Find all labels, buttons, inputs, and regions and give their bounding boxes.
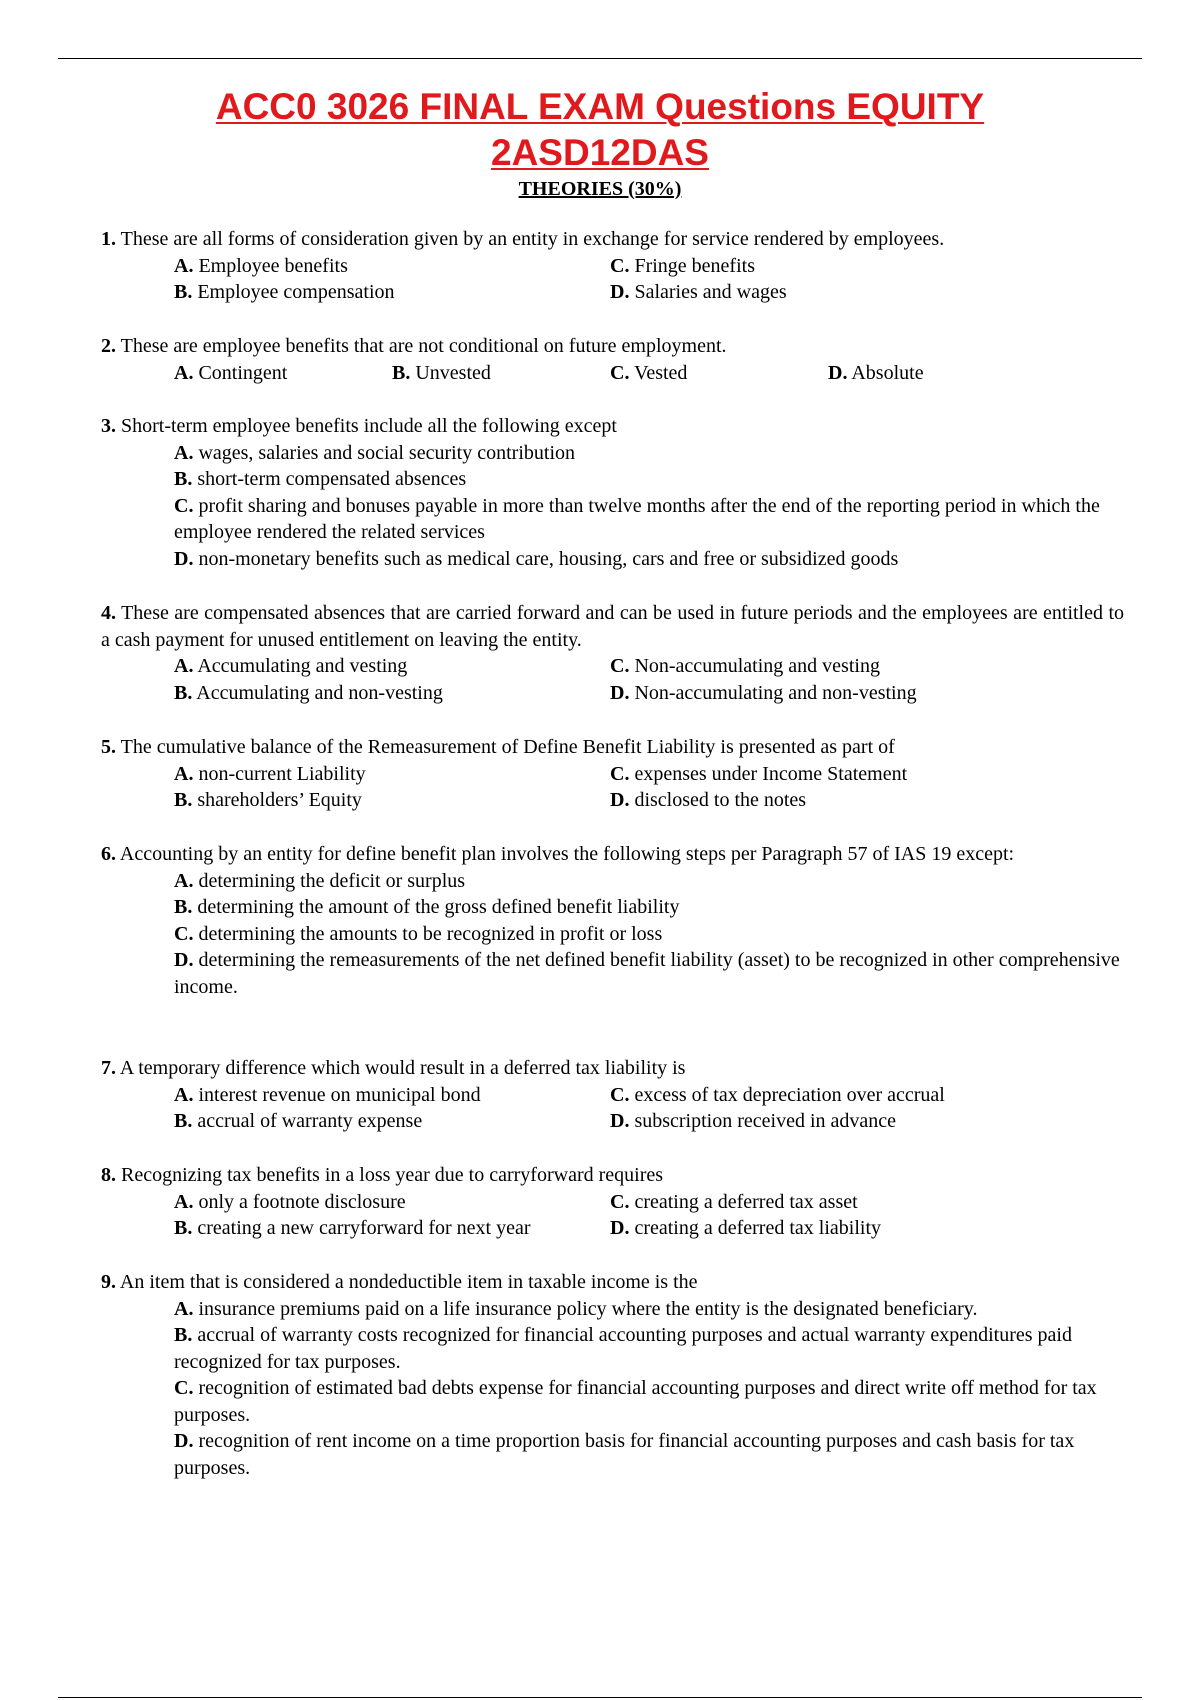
option-c: C. recognition of estimated bad debts expense for financial accounting purposes and direct write off method for tax purposes. (174, 1377, 1097, 1426)
option-a: A. Accumulating and vesting (174, 655, 408, 677)
question-stem: 4. These are compensated absences that are carried forward and can be used in future periods and the employees are entitled to a cash payment for unused entitlement on leaving the entity. (101, 602, 1124, 651)
option-c: C. Vested (610, 361, 688, 384)
question-7 (101, 1055, 1124, 1135)
footer-rule (58, 1697, 1142, 1698)
option-d: D. disclosed to the notes (610, 789, 807, 811)
options (174, 440, 1124, 573)
question-9 (101, 1269, 1124, 1481)
option-b: B. Employee compensation (174, 281, 395, 303)
option-a: A. Employee benefits (174, 254, 348, 277)
option-a: A. determining the deficit or surplus (174, 869, 466, 892)
option-b: B. Accumulating and non-vesting (174, 681, 443, 704)
option-a: A. only a footnote disclosure (174, 1190, 406, 1213)
question-5 (101, 734, 1124, 814)
question-4 (101, 600, 1124, 706)
option-d: D. creating a deferred tax liability (610, 1217, 881, 1239)
question-stem: 9. An item that is considered a nondeductible item in taxable income is the (101, 1271, 698, 1293)
option-c: C. Fringe benefits (610, 254, 755, 277)
option-c: C. creating a deferred tax asset (610, 1190, 858, 1213)
option-a: A. wages, salaries and social security contribution (174, 441, 576, 464)
options (174, 761, 1124, 814)
page-title (150, 84, 1050, 176)
option-c: C. expenses under Income Statement (610, 762, 908, 785)
option-b: B. short-term compensated absences (174, 468, 467, 490)
question-stem: 8. Recognizing tax benefits in a loss year due to carryforward requires (101, 1164, 664, 1186)
option-b: B. determining the amount of the gross defined benefit liability (174, 896, 680, 918)
option-c: C. profit sharing and bonuses payable in more than twelve months after the end of the reporting period in which the employee rendered the related services (174, 494, 1100, 543)
option-b: B. creating a new carryforward for next year (174, 1217, 531, 1239)
question-stem: 6. Accounting by an entity for define benefit plan involves the following steps per Paragraph 57 of IAS 19 except: (101, 843, 1015, 865)
option-b: B. Unvested (392, 361, 491, 384)
option-c: C. determining the amounts to be recognized in profit or loss (174, 922, 663, 945)
option-d: D. subscription received in advance (610, 1110, 897, 1132)
option-b: B. accrual of warranty expense (174, 1110, 423, 1132)
question-6 (101, 841, 1124, 1000)
question-stem: 7. A temporary difference which would result in a deferred tax liability is (101, 1057, 686, 1079)
question-1 (101, 226, 1124, 306)
option-a: A. non-current Liability (174, 762, 366, 785)
question-3 (101, 413, 1124, 572)
options (174, 253, 1124, 306)
option-d: D. Non-accumulating and non-vesting (610, 681, 917, 704)
question-2 (101, 333, 1124, 386)
option-d: D. Absolute (828, 361, 924, 384)
option-a: A. interest revenue on municipal bond (174, 1083, 481, 1106)
option-d: D. determining the remeasurements of the net defined benefit liability (asset) to be recognized in other comprehensive income. (174, 949, 1120, 998)
question-stem: 2. These are employee benefits that are not conditional on future employment. (101, 335, 727, 357)
options (174, 868, 1124, 1001)
title-line-2: 2ASD12DAS (491, 132, 709, 173)
option-c: C. excess of tax depreciation over accrual (610, 1083, 945, 1106)
options (174, 1189, 1124, 1242)
options (174, 360, 1124, 387)
option-c: C. Non-accumulating and vesting (610, 655, 880, 677)
option-d: D. non-monetary benefits such as medical care, housing, cars and free or subsidized goods (174, 547, 899, 570)
options (174, 1082, 1124, 1135)
header-rule (58, 58, 1142, 59)
options (174, 1296, 1124, 1482)
options (174, 653, 1124, 706)
option-d: D. Salaries and wages (610, 281, 787, 303)
option-a: A. insurance premiums paid on a life insurance policy where the entity is the designated beneficiary. (174, 1297, 978, 1320)
option-b: B. shareholders’ Equity (174, 789, 362, 811)
option-b: B. accrual of warranty costs recognized for financial accounting purposes and actual warranty expenditures paid recognized for tax purposes. (174, 1324, 1072, 1373)
question-stem: 1. These are all forms of consideration given by an entity in exchange for service rendered by employees. (101, 228, 945, 250)
question-stem: 5. The cumulative balance of the Remeasurement of Define Benefit Liability is presented as part of (101, 736, 895, 758)
option-a: A. Contingent (174, 361, 288, 384)
option-d: D. recognition of rent income on a time proportion basis for financial accounting purposes and cash basis for tax purposes. (174, 1430, 1075, 1479)
question-8 (101, 1162, 1124, 1242)
section-heading: THEORIES (30%) (518, 178, 682, 200)
title-line-1: ACC0 3026 FINAL EXAM Questions EQUITY (215, 86, 985, 127)
question-stem: 3. Short-term employee benefits include all the following except (101, 415, 617, 437)
